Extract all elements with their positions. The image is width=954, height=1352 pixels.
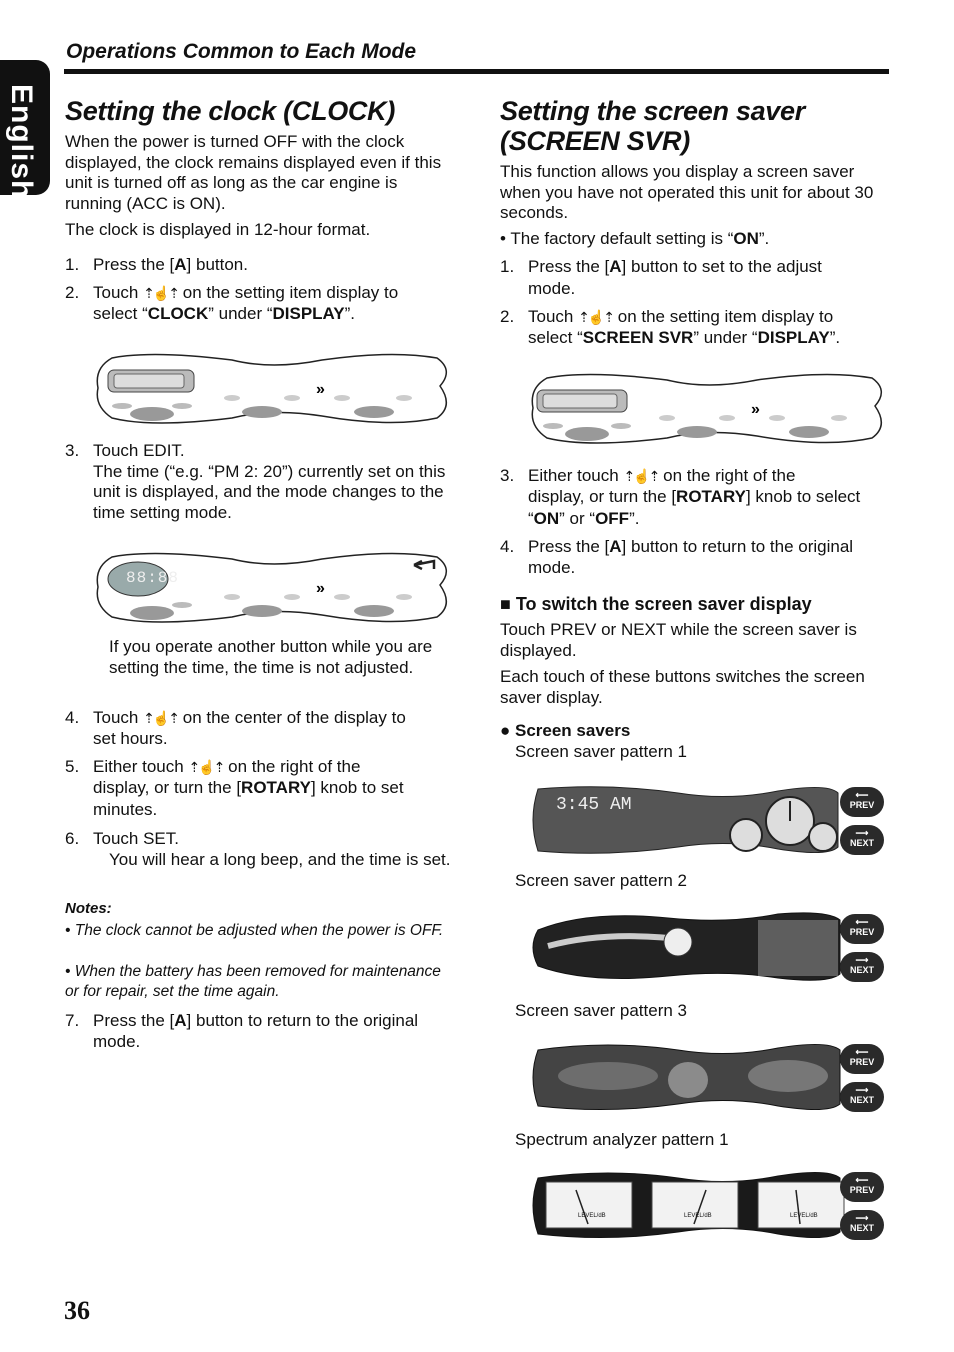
- switch-paragraph-2: Each touch of these buttons switches the screen saver display.: [500, 667, 865, 707]
- next-button[interactable]: ⟶ NEXT: [840, 825, 884, 855]
- switch-paragraph-1: Touch PREV or NEXT while the screen saver is displayed.: [500, 620, 857, 660]
- screen-saver-title: Setting the screen saver (SCREEN SVR): [500, 96, 805, 156]
- clock-title: Setting the clock (CLOCK): [65, 96, 396, 126]
- ss-step-1: 1. Press the [A] button to set to the adjust mode.: [500, 257, 822, 298]
- next-button[interactable]: ⟶ NEXT: [840, 1210, 884, 1240]
- touch-hand-icon: ⇡☝⇡: [143, 285, 179, 301]
- switch-heading: ■ To switch the screen saver display: [500, 594, 812, 614]
- gauge-icon: [730, 819, 762, 851]
- ss-step-4: 4. Press the [A] button to return to the original mode.: [500, 537, 854, 577]
- clock-step-3: 3. Touch EDIT. The time (“e.g. “PM 2: 20”) currently set on this unit is displayed, and the mode changes to the time setting mode.: [65, 441, 446, 522]
- level-meter-icon: [758, 1182, 844, 1228]
- ss-step-2: 2. Touch ⇡☝⇡ on the setting item display to select “SCREEN SVR” under “DISPLAY”.: [500, 307, 841, 347]
- pattern-2-label: Screen saver pattern 2: [515, 871, 687, 890]
- next-button[interactable]: ⟶ NEXT: [840, 1082, 884, 1112]
- screen-savers-heading: ● Screen savers: [500, 721, 631, 740]
- pattern-4-label: Spectrum analyzer pattern 1: [515, 1130, 729, 1149]
- touch-hand-icon: ⇡☝⇡: [188, 759, 224, 775]
- unit-display-illustration-2: [92, 549, 450, 625]
- note-2: • When the battery has been removed for maintenance or for repair, set the time again.: [65, 963, 441, 1000]
- clock-step-5: 5. Either touch ⇡☝⇡ on the right of the display, or turn the [ROTARY] knob to set minutes.: [65, 757, 404, 819]
- clock-step-7: 7. Press the [A] button to return to the original mode.: [65, 1011, 419, 1051]
- time-display: 88:88: [126, 569, 180, 587]
- screen-saver-pattern-3: [528, 1040, 888, 1114]
- unit-display-illustration-3: [527, 370, 885, 446]
- clock-step-6: 6. Touch SET. You will hear a long beep, and the time is set.: [65, 829, 451, 869]
- touch-hand-icon: ⇡☝⇡: [143, 710, 179, 726]
- touch-hand-icon: ⇡☝⇡: [623, 468, 659, 484]
- pattern-1-label: Screen saver pattern 1: [515, 742, 687, 761]
- header-rule: [64, 69, 889, 74]
- ss-step-3: 3. Either touch ⇡☝⇡ on the right of the display, or turn the [ROTARY] knob to select “ON” or “OFF”.: [500, 466, 861, 528]
- gauge-icon: [809, 823, 837, 851]
- clock-step-1: 1. Press the [A] button.: [65, 255, 248, 274]
- clock-intro: When the power is turned OFF with the clock displayed, the clock remains displayed even if this unit is turned off as long as the car engine is running (ACC is ON).: [65, 132, 442, 213]
- screen-saver-intro: This function allows you display a screen saver when you have not operated this unit for about 30 seconds.: [500, 162, 874, 222]
- language-tab-label: English: [5, 84, 38, 200]
- page-number: 36: [64, 1296, 90, 1325]
- clock-step-2: 2. Touch ⇡☝⇡ on the setting item display to select “CLOCK” under “DISPLAY”.: [65, 283, 399, 323]
- saver-clock-readout: 3:45 AM: [556, 795, 632, 815]
- prev-button[interactable]: ⟵ PREV: [840, 914, 884, 944]
- prev-button[interactable]: ⟵ PREV: [840, 1172, 884, 1202]
- double-chevron-icon: »: [316, 381, 325, 398]
- prev-button[interactable]: ⟵ PREV: [840, 787, 884, 817]
- section-header: Operations Common to Each Mode: [66, 40, 417, 63]
- unit-display-illustration-1: [92, 350, 450, 426]
- double-chevron-icon: »: [751, 401, 760, 418]
- touch-hand-icon: ⇡☝⇡: [578, 309, 614, 325]
- level-meter-icon: [546, 1182, 632, 1228]
- note-1: • The clock cannot be adjusted when the power is OFF.: [65, 922, 444, 939]
- pattern-3-label: Screen saver pattern 3: [515, 1001, 687, 1020]
- screen-saver-pattern-1: [528, 783, 888, 857]
- spectrum-analyzer-pattern-1: LEVEL/dB LEVEL/dB LEVEL/dB ⟵ PREV ⟶ NEXT: [528, 1168, 888, 1242]
- factory-default: • The factory default setting is “ON”.: [500, 229, 770, 248]
- clock-inline-note: If you operate another button while you are setting the time, the time is not adjusted.: [109, 637, 433, 677]
- screen-saver-pattern-2: [528, 910, 888, 984]
- prev-button[interactable]: ⟵ PREV: [840, 1044, 884, 1074]
- next-button[interactable]: ⟶ NEXT: [840, 952, 884, 982]
- language-tab: [0, 60, 50, 200]
- double-chevron-icon: »: [316, 580, 325, 597]
- notes-heading: Notes:: [65, 900, 112, 917]
- clock-format: The clock is displayed in 12-hour format.: [65, 220, 371, 239]
- clock-step-4: 4. Touch ⇡☝⇡ on the center of the display to set hours.: [65, 708, 406, 748]
- soccer-ball-icon: [664, 928, 692, 956]
